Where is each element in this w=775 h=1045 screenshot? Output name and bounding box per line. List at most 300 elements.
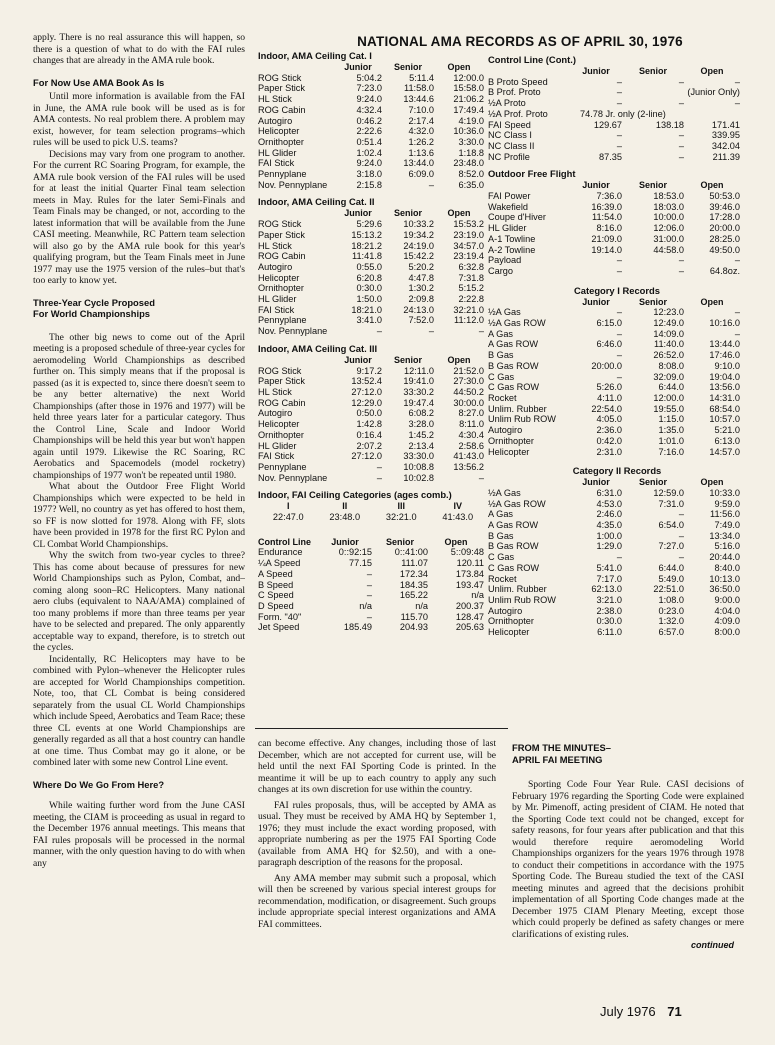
event-name: ½A Gas ROW — [488, 318, 546, 329]
record-value: 10:00.0 — [653, 212, 684, 223]
record-row — [488, 499, 740, 510]
record-value: 68:54.0 — [709, 403, 740, 414]
record-value: 172.34 — [399, 568, 428, 579]
record-value: – — [616, 328, 622, 339]
record-value: 5:16.0 — [714, 541, 740, 552]
record-value: 23:48.0 — [453, 158, 484, 169]
fai-head: III — [397, 501, 405, 512]
record-value: 32:09.0 — [653, 371, 684, 382]
record-value: 15:42.2 — [403, 251, 434, 262]
col-header: Senior — [638, 296, 667, 307]
col-header: Open — [700, 66, 724, 76]
record-row — [488, 509, 740, 520]
record-row — [258, 94, 484, 105]
event-name: ¼A Speed — [258, 558, 301, 569]
record-value: 6:09.0 — [408, 169, 434, 180]
record-value: – — [478, 326, 484, 337]
event-name: B Gas ROW — [488, 541, 539, 552]
record-value: 18:53.0 — [653, 191, 684, 202]
event-name: Autogiro — [258, 408, 293, 419]
record-value: 111.07 — [401, 558, 428, 569]
record-value: – — [428, 326, 434, 337]
record-value: 7:49.0 — [714, 520, 740, 531]
event-name: ½A Gas ROW — [488, 498, 546, 509]
record-row — [258, 158, 484, 169]
header-row — [258, 62, 484, 73]
record-row — [258, 601, 484, 612]
record-value: – — [734, 98, 740, 109]
record-value: 12:06.0 — [653, 223, 684, 234]
event-name: B Gas — [488, 350, 514, 361]
header-row — [488, 66, 740, 77]
record-value: n/a — [471, 590, 484, 601]
cat3-title: Indoor, AMA Ceiling Cat. III — [258, 342, 378, 354]
record-value: 0::92:15 — [338, 547, 372, 558]
record-row — [488, 372, 740, 383]
section-heading: For World Championships — [33, 308, 151, 319]
record-value: 13:52.4 — [351, 376, 382, 387]
record-value: – — [616, 552, 622, 563]
event-name: A-1 Towline — [488, 233, 536, 244]
record-row — [488, 606, 740, 617]
record-value: – — [678, 509, 684, 520]
event-name: Pennyplane — [258, 461, 307, 472]
record-value: 28:25.0 — [709, 233, 740, 244]
record-value: 8:11.0 — [459, 419, 484, 430]
record-row — [258, 419, 484, 430]
record-value: 1:26.2 — [408, 136, 434, 147]
record-value: 62:13.0 — [591, 584, 622, 595]
record-row — [488, 212, 740, 223]
header-spacer — [488, 297, 570, 308]
section-divider — [255, 728, 508, 729]
record-row — [258, 116, 484, 127]
record-row — [258, 251, 484, 262]
cat1-records-title: Category I Records — [574, 284, 660, 296]
record-value: 1:18.8 — [458, 147, 484, 158]
record-value: 1:35.0 — [658, 425, 684, 436]
col-header: Junior — [582, 296, 610, 307]
record-value: 120.11 — [456, 558, 484, 569]
record-value: 204.93 — [399, 622, 428, 633]
record-row — [488, 329, 740, 340]
section-heading: Where Do We Go From Here? — [33, 778, 165, 790]
record-row — [488, 245, 740, 256]
record-value: – — [678, 151, 684, 162]
article-column-right — [512, 742, 744, 1007]
record-row — [258, 612, 484, 623]
record-value: 14:57.0 — [709, 446, 740, 457]
event-name: HL Glider — [258, 440, 297, 451]
event-name: Ornithopter — [258, 283, 304, 294]
record-value: 11:58.0 — [404, 83, 434, 94]
article-column-middle — [258, 738, 496, 1003]
record-row — [488, 627, 740, 638]
record-value: 13:44.0 — [403, 158, 434, 169]
event-name: B Prof. Proto — [488, 87, 541, 98]
record-value: 19:55.0 — [653, 403, 684, 414]
record-value: 7:36.0 — [596, 191, 622, 202]
record-value: 9:17.2 — [356, 365, 382, 376]
record-value: 5:41.0 — [596, 562, 622, 573]
event-name: Nov. Pennyplane — [258, 326, 328, 337]
record-row — [488, 436, 740, 447]
event-name: HL Glider — [258, 147, 297, 158]
record-value: 17:49.4 — [453, 104, 484, 115]
event-name: A Gas — [488, 509, 514, 520]
record-value: 5:29.6 — [356, 219, 382, 230]
record-value: – — [734, 307, 740, 318]
col-header: Open — [700, 180, 724, 191]
record-row — [488, 520, 740, 531]
outdoor-ff-table — [488, 180, 740, 276]
record-row — [258, 622, 484, 633]
event-name: B Gas ROW — [488, 360, 539, 371]
event-name: Unlim Rub ROW — [488, 414, 556, 425]
event-name: Endurance — [258, 547, 303, 558]
record-row — [488, 141, 740, 152]
record-value: 4:32.0 — [408, 126, 434, 137]
cat1-table — [258, 62, 484, 190]
record-value: 1:01.0 — [658, 435, 684, 446]
event-name: A Gas ROW — [488, 520, 539, 531]
record-value: 5:21.0 — [714, 425, 740, 436]
record-value: 12:00.0 — [653, 392, 684, 403]
record-value: 87.35 — [599, 151, 622, 162]
record-value: 5:04.2 — [356, 72, 382, 83]
record-row — [488, 234, 740, 245]
record-value: 10:33.0 — [709, 487, 740, 498]
event-name: NC Class I — [488, 130, 532, 141]
record-value: 14:09.0 — [653, 328, 684, 339]
record-row — [258, 137, 484, 148]
col-header: Senior — [638, 477, 667, 488]
control-line-table — [258, 537, 484, 633]
event-name: HL Stick — [258, 386, 292, 397]
event-name: C Gas — [488, 371, 515, 382]
record-value: 18:03.0 — [653, 201, 684, 212]
record-value: 6:20.8 — [356, 272, 382, 283]
event-name: C Gas ROW — [488, 562, 540, 573]
record-row — [258, 462, 484, 473]
event-name: HL Stick — [258, 94, 292, 105]
event-name: Pennyplane — [258, 315, 307, 326]
record-value: 11:54.0 — [592, 212, 622, 223]
record-row — [488, 404, 740, 415]
page-footer — [600, 1004, 750, 1019]
record-row — [258, 547, 484, 558]
record-row — [258, 473, 484, 484]
col-header: Senior — [393, 354, 422, 365]
record-value: 13:44.6 — [403, 94, 434, 105]
record-value: 19:14.0 — [591, 244, 622, 255]
fai-value: 23:48.0 — [329, 512, 361, 523]
record-value: 6:13.0 — [714, 435, 740, 446]
record-row — [258, 580, 484, 591]
record-row — [488, 109, 740, 120]
event-name: B Proto Speed — [488, 76, 548, 87]
record-row — [488, 574, 740, 585]
record-value: 5:49.0 — [658, 573, 684, 584]
cat2-title: Indoor, AMA Ceiling Cat. II — [258, 196, 375, 208]
record-row — [488, 488, 740, 499]
event-name: Rocket — [488, 392, 517, 403]
record-row — [258, 387, 484, 398]
record-value: 1:13.6 — [408, 147, 434, 158]
record-row — [488, 541, 740, 552]
event-name: HL Glider — [258, 294, 297, 305]
record-value: 19:34.2 — [403, 229, 434, 240]
record-value: 211.39 — [712, 151, 740, 162]
record-value: 23:19.0 — [453, 229, 484, 240]
event-name: Coupe d'Hiver — [488, 212, 546, 223]
record-value: 15:13.2 — [351, 229, 382, 240]
record-value: 22:54.0 — [591, 403, 622, 414]
record-value: 33:30.2 — [403, 386, 434, 397]
event-name: C Gas — [488, 552, 515, 563]
record-value: 20:44.0 — [709, 552, 740, 563]
event-name: Autogiro — [258, 261, 293, 272]
record-value: 10:33.2 — [403, 219, 434, 230]
record-value: 4:04.0 — [714, 605, 740, 616]
record-value: 32:21.0 — [453, 304, 484, 315]
minutes-heading: APRIL FAI MEETING — [512, 753, 603, 765]
record-value: 10:16.0 — [709, 318, 740, 329]
cat2-table — [258, 208, 484, 336]
record-value: 8:16.0 — [596, 223, 622, 234]
record-value: 27:12.0 — [351, 386, 382, 397]
record-row — [488, 393, 740, 404]
record-value: 9:24.0 — [356, 158, 382, 169]
record-value: 0::41:00 — [394, 547, 428, 558]
record-row — [258, 430, 484, 441]
header-spacer — [258, 62, 334, 73]
record-row — [488, 447, 740, 458]
record-value: 23:19.4 — [453, 251, 484, 262]
record-value: 7:52.0 — [408, 315, 434, 326]
record-row — [488, 531, 740, 542]
col-header: Senior — [638, 180, 667, 191]
record-value: 4:11.0 — [597, 392, 622, 403]
record-value: 13:56.0 — [709, 382, 740, 393]
event-name: B Speed — [258, 579, 294, 590]
record-value: 1:00.0 — [596, 530, 622, 541]
record-value: 6:35.0 — [458, 179, 484, 190]
records-column-right — [488, 54, 746, 734]
record-row — [258, 408, 484, 419]
article-paragraph: What about the Outdoor Free Flight World Championships which were expected to be held in 1977? Well, no country as yet has offered to host them, so FF is now slotted for 1978. Along with FF, slots have been provided in 1978 for the first RC Pylon and CL Combat World Championships. — [33, 481, 245, 550]
record-value: 10:57.0 — [709, 414, 740, 425]
article-paragraph: can become effective. Any changes, including those of last December, which are not accepted for current use, will be held until the next FAI Sporting Code is printed. In the meantime it will be up to each country to apply any such changes at its own discretion for use within the country. — [258, 738, 496, 795]
record-row — [488, 616, 740, 627]
col-header: Senior — [393, 208, 422, 219]
record-value: 173.84 — [455, 568, 484, 579]
record-row — [258, 148, 484, 159]
record-row — [258, 376, 484, 387]
record-value: 24:13.0 — [403, 304, 434, 315]
record-value: 12:00.0 — [453, 72, 484, 83]
record-row — [258, 219, 484, 230]
cat1-records-table — [488, 297, 740, 458]
event-name: Ornithopter — [488, 435, 534, 446]
event-name: NC Class II — [488, 140, 535, 151]
col-header: Senior — [385, 536, 414, 547]
event-name: Autogiro — [258, 115, 293, 126]
record-row — [258, 441, 484, 452]
record-value: 8:40.0 — [714, 562, 740, 573]
record-value: 2:31.0 — [596, 446, 622, 457]
record-value: 3:18.0 — [356, 169, 382, 180]
record-value: – — [678, 255, 684, 266]
record-value: 6:57.0 — [658, 627, 684, 638]
record-value: – — [616, 371, 622, 382]
record-value: 12:11.0 — [404, 365, 434, 376]
record-row — [258, 273, 484, 284]
record-value: 2:38.0 — [596, 605, 622, 616]
record-value: – — [734, 76, 740, 87]
cat1-title: Indoor, AMA Ceiling Cat. I — [258, 50, 372, 61]
event-name: Unlim. Rubber — [488, 584, 547, 595]
article-paragraph: The other big news to come out of the April meeting is a proposed schedule of three-year cycles for aeromodeling World Championships as described further on. This simply means that if the proposal is passed (as it is expected to, since there doesn't seem to be any better alternative) the next World Championships (after those in 1976 and 1977) will be held three years later for a particular category. Thus the Control Line, Scale and Indoor World Championships will be held this year but won't happen again until 1979. Likewise the RC Soaring, RC Aerobatics and Spacemodels (model rocketry) championships of 1977 won't be repeated until 1980. — [33, 331, 245, 481]
record-value: 10:02.8 — [403, 472, 434, 483]
record-value: n/a — [415, 600, 428, 611]
record-value: – — [616, 140, 622, 151]
col-header: Junior — [582, 66, 610, 76]
record-value: 1:02.4 — [356, 147, 382, 158]
record-value: 74.78 Jr. only (2-line) — [580, 108, 666, 119]
record-value: 10:36.0 — [453, 126, 484, 137]
record-row — [488, 255, 740, 266]
event-name: Unlim. Rubber — [488, 403, 547, 414]
record-value: 12:23.0 — [653, 307, 684, 318]
event-name: B Gas — [488, 530, 514, 541]
record-value: 9:24.0 — [356, 94, 382, 105]
record-value: 8:00.0 — [714, 627, 740, 638]
cat2-records-title: Category II Records — [572, 465, 662, 477]
record-value: 49:50.0 — [709, 244, 740, 255]
record-value: – — [376, 326, 382, 337]
record-value: 17:28.0 — [709, 212, 740, 223]
record-row — [258, 294, 484, 305]
record-value: 205.63 — [455, 622, 484, 633]
record-value: 21:06.2 — [453, 94, 484, 105]
event-name: ROG Cabin — [258, 251, 306, 262]
record-value: – — [734, 328, 740, 339]
record-value: 15:53.2 — [453, 219, 484, 230]
record-value: 5:11.4 — [409, 72, 434, 83]
record-value: 2:07.2 — [356, 440, 382, 451]
record-value: 0:42.0 — [596, 435, 622, 446]
article-paragraph: FAI rules proposals, thus, will be accepted by AMA as usual. They must be received by AMA HQ by September 1, 1976; they must include the exact wording proposed, with appropriate numbering as per the 1975 FAI Sporting Code (available from AMA HQ for $2.50), and with a one-paragraph description of the reasons for the proposal. — [258, 799, 496, 868]
record-value: 200.37 — [455, 600, 484, 611]
record-row — [488, 584, 740, 595]
event-name: A Gas ROW — [488, 339, 539, 350]
header-spacer — [488, 66, 570, 77]
record-value: 7:17.0 — [596, 573, 622, 584]
event-name: Ornithopter — [258, 136, 304, 147]
col-header: Open — [700, 477, 724, 488]
record-value: – — [678, 130, 684, 141]
clc-table — [488, 66, 740, 162]
event-name: Jet Speed — [258, 622, 300, 633]
col-header: Open — [447, 208, 471, 219]
event-name: D Speed — [258, 600, 294, 611]
record-value: 19:41.0 — [403, 376, 434, 387]
record-value: 22:51.0 — [653, 584, 684, 595]
event-name: ROG Cabin — [258, 397, 306, 408]
cat2-records-table — [488, 477, 740, 638]
record-value: 7:27.0 — [658, 541, 684, 552]
header-spacer — [488, 180, 570, 191]
clc-title: Control Line (Cont.) — [488, 54, 577, 65]
record-value: 13:34.0 — [709, 530, 740, 541]
event-name: Wakefield — [488, 201, 528, 212]
record-value: 2:46.0 — [596, 509, 622, 520]
event-name: FAI Stick — [258, 158, 295, 169]
col-header: Junior — [582, 180, 610, 191]
header-row — [488, 477, 740, 488]
record-row — [488, 191, 740, 202]
record-value: 31:00.0 — [653, 233, 684, 244]
header-row — [488, 180, 740, 191]
record-value: 5:15.2 — [458, 283, 484, 294]
record-value: 1:08.0 — [658, 594, 684, 605]
event-name: A-2 Towline — [488, 244, 536, 255]
record-value: 30:00.0 — [453, 397, 484, 408]
record-value: – — [478, 472, 484, 483]
record-row — [488, 130, 740, 141]
section-heading: For Now Use AMA Book As Is — [33, 76, 165, 88]
event-name: ROG Stick — [258, 72, 302, 83]
record-value: 8:52.0 — [458, 169, 484, 180]
record-row — [488, 307, 740, 318]
event-name: Rocket — [488, 573, 517, 584]
record-value: 26:52.0 — [653, 350, 684, 361]
event-name: Helicopter — [488, 446, 530, 457]
event-name: Unlim Rub ROW — [488, 594, 556, 605]
record-value: 0:55.0 — [356, 261, 382, 272]
section-heading: Three-Year Cycle Proposed — [33, 296, 155, 308]
record-value: 5:26.0 — [596, 382, 622, 393]
record-value: n/a — [359, 600, 372, 611]
record-value: 0:50.0 — [356, 408, 382, 419]
record-value: 339.95 — [711, 130, 740, 141]
record-value: 77.15 — [349, 558, 372, 569]
record-value: 1:45.2 — [408, 429, 434, 440]
record-value: 0:30.0 — [596, 616, 622, 627]
header-spacer — [258, 208, 334, 219]
record-value: 4:32.4 — [356, 104, 382, 115]
record-value: – — [678, 552, 684, 563]
record-value: – — [366, 568, 372, 579]
event-name: ½A Gas — [488, 307, 521, 318]
record-row — [488, 266, 740, 277]
record-value: – — [678, 98, 684, 109]
record-value: 16:39.0 — [591, 201, 622, 212]
header-row — [258, 208, 484, 219]
record-row — [488, 552, 740, 563]
record-value: 21:52.0 — [453, 365, 484, 376]
record-value: 6:54.0 — [658, 520, 684, 531]
page-number: 71 — [667, 1004, 682, 1019]
record-value: 6:46.0 — [596, 339, 622, 350]
record-value: – — [366, 590, 372, 601]
col-header: Senior — [638, 66, 667, 76]
record-value: 9:10.0 — [714, 360, 740, 371]
record-row — [488, 98, 740, 109]
event-name: ROG Cabin — [258, 104, 306, 115]
record-value: 4:35.0 — [596, 520, 622, 531]
